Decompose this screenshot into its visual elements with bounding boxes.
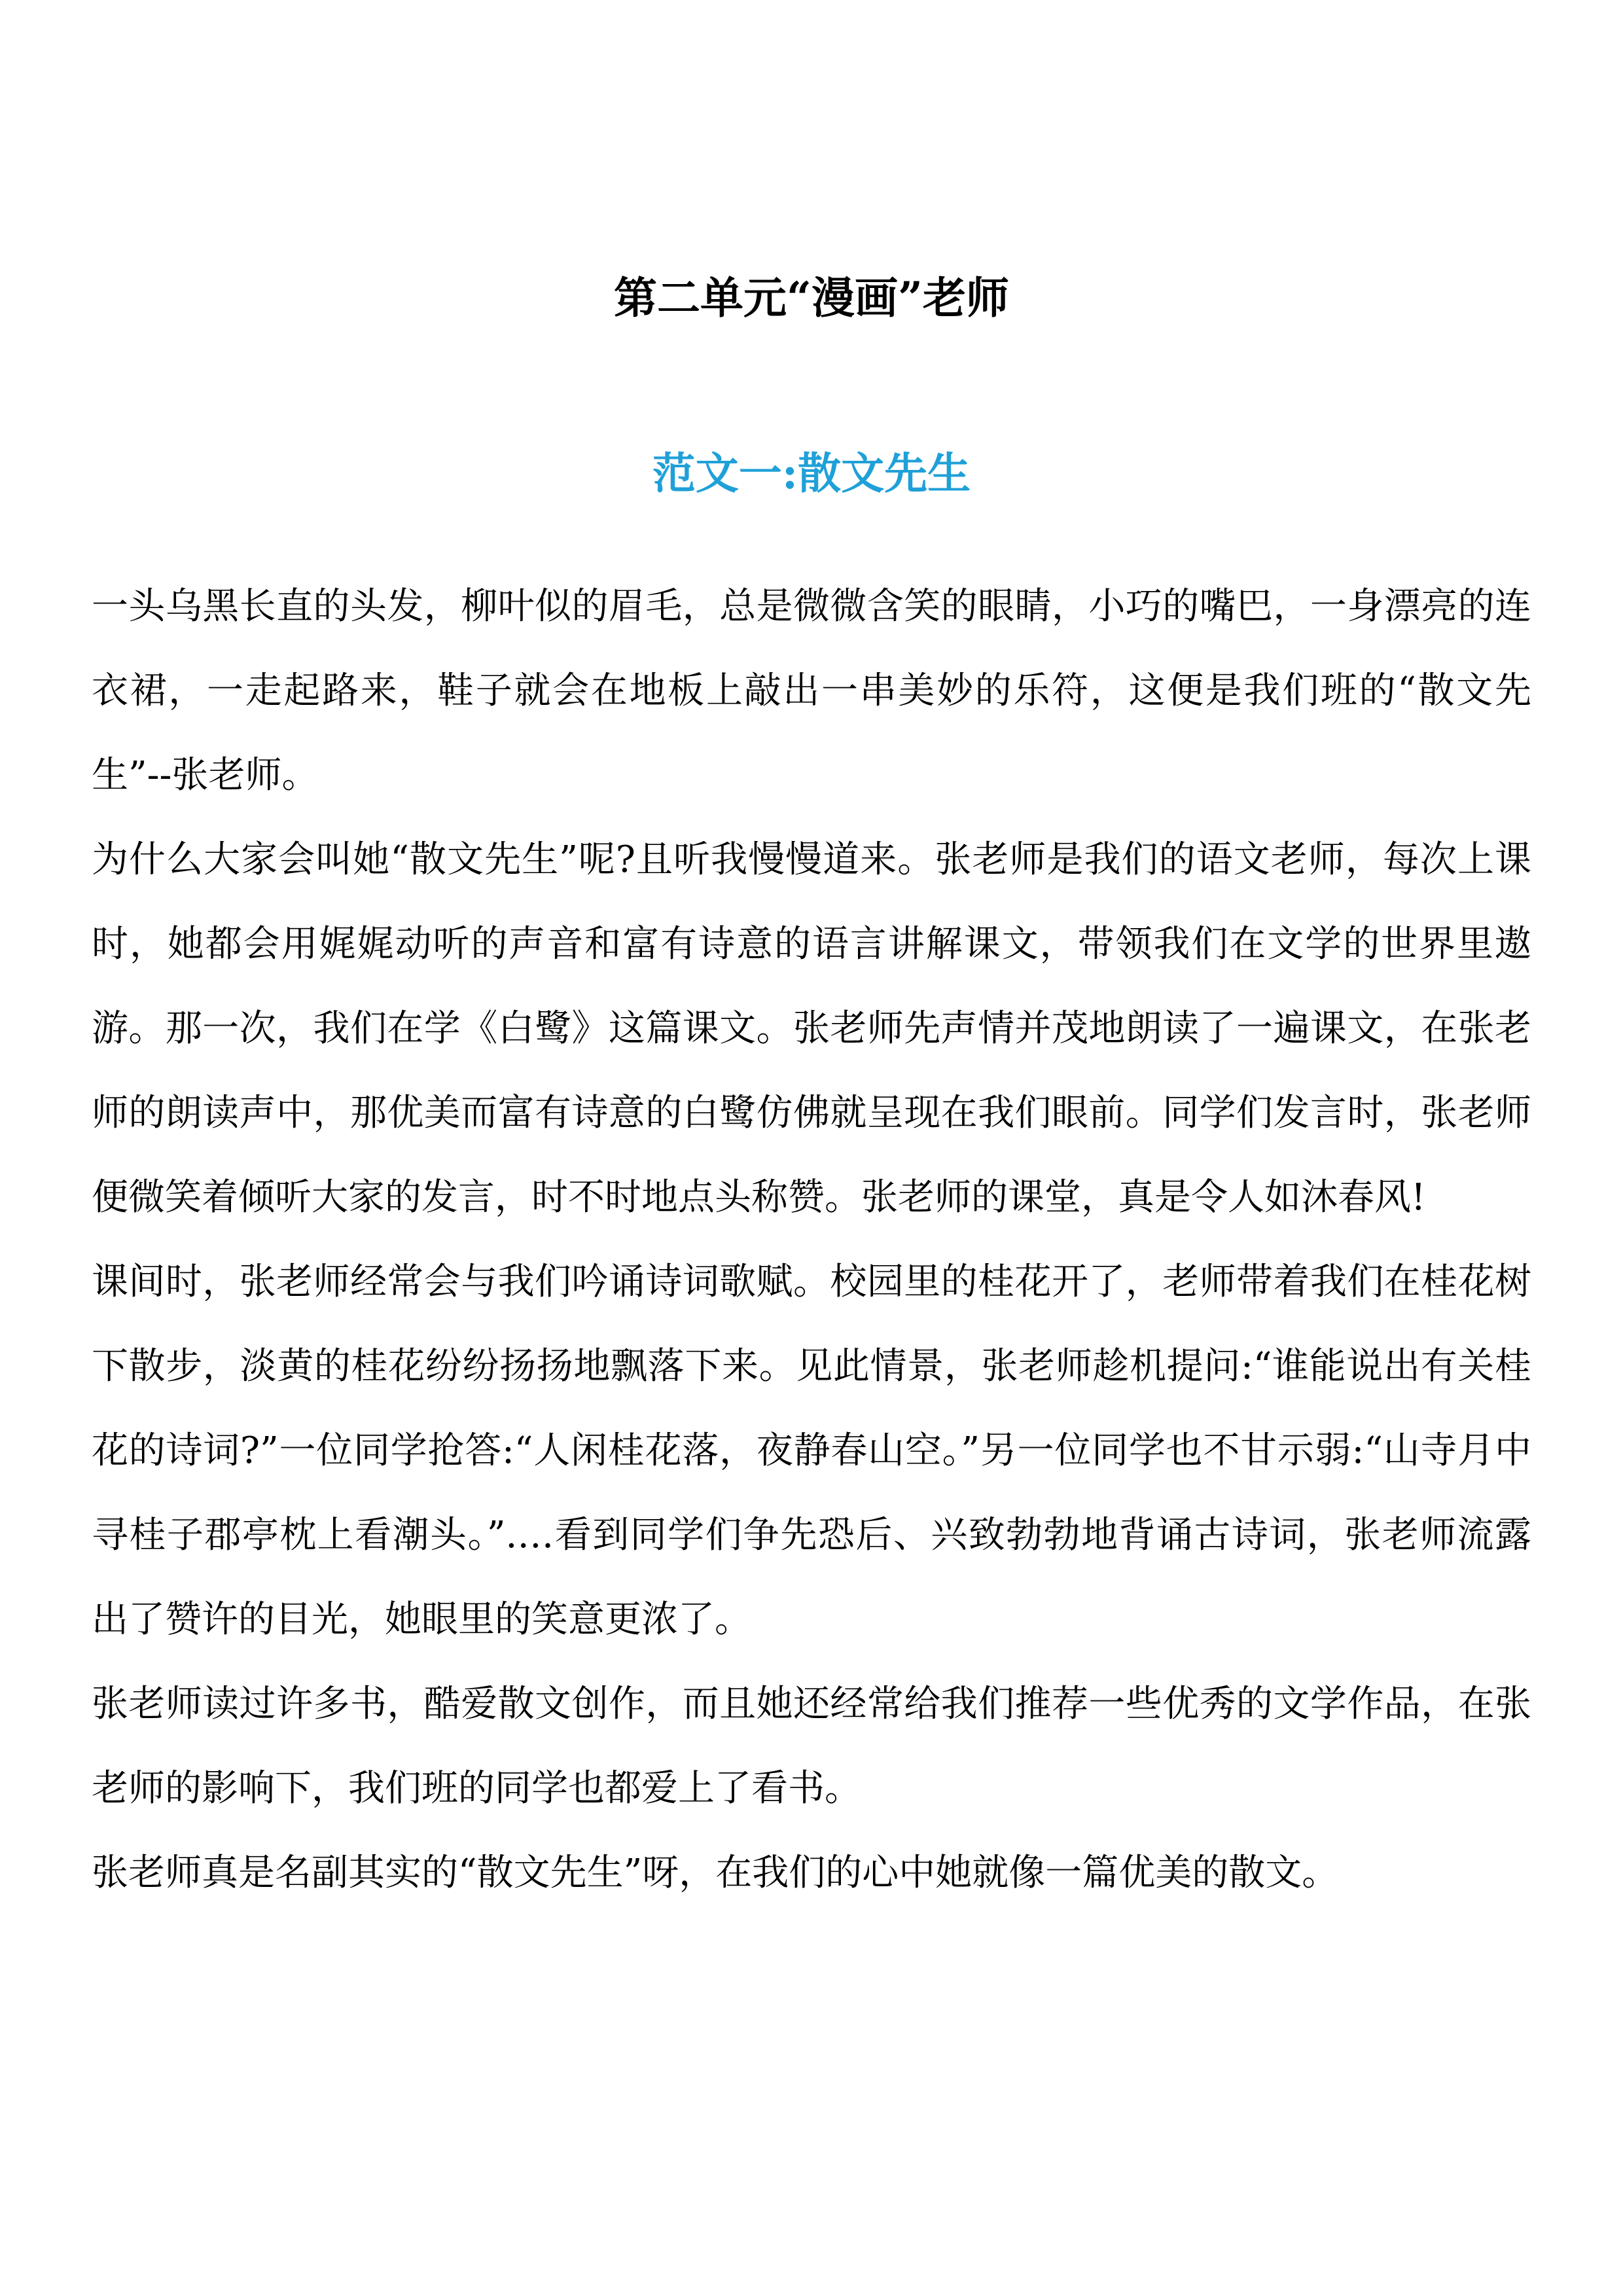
essay-body [92,564,1531,1915]
paragraph-1: 一头乌黑长直的头发，柳叶似的眉毛，总是微微含笑的眼睛，小巧的嘴巴，一身漂亮的连衣裙，一走起路来，鞋子就会在地板上敲出一串美妙的乐符，这便是我们班的“散文先生”--张老师。 [92,585,1531,797]
document-title: 第二单元“漫画”老师 [614,272,1009,323]
paragraph-4: 张老师读过许多书，酷爱散文创作，而且她还经常给我们推荐一些优秀的文学作品，在张老师的影响下，我们班的同学也都爱上了看书。 [92,1683,1531,1810]
essay-title: 范文一:散文先生 [652,448,971,499]
paragraph-2: 为什么大家会叫她“散文先生”呢?且听我慢慢道来。张老师是我们的语文老师，每次上课时，她都会用娓娓动听的声音和富有诗意的语言讲解课文，带领我们在文学的世界里遨游。那一次，我们在学《白鹭》这篇课文。张老师先声情并茂地朗读了一遍课文，在张老师的朗读声中，那优美而富有诗意的白鹭仿佛就呈现在我们眼前。同学们发言时，张老师便微笑着倾听大家的发言，时不时地点头称赞。张老师的课堂，真是令人如沐春风! [92,838,1531,1219]
paragraph-3: 课间时，张老师经常会与我们吟诵诗词歌赋。校园里的桂花开了，老师带着我们在桂花树下散步，淡黄的桂花纷纷扬扬地飘落下来。见此情景，张老师趁机提问:“谁能说出有关桂花的诗词?”一位同学抢答:“人闲桂花落，夜静春山空。”另一位同学也不甘示弱:“山寺月中寻桂子郡亭枕上看潮头。”.…看到同学们争先恐后、兴致勃勃地背诵古诗词，张老师流露出了赞许的目光，她眼里的笑意更浓了。 [92,1261,1531,1641]
paragraph-5: 张老师真是名副其实的“散文先生”呀，在我们的心中她就像一篇优美的散文。 [92,1852,1339,1894]
